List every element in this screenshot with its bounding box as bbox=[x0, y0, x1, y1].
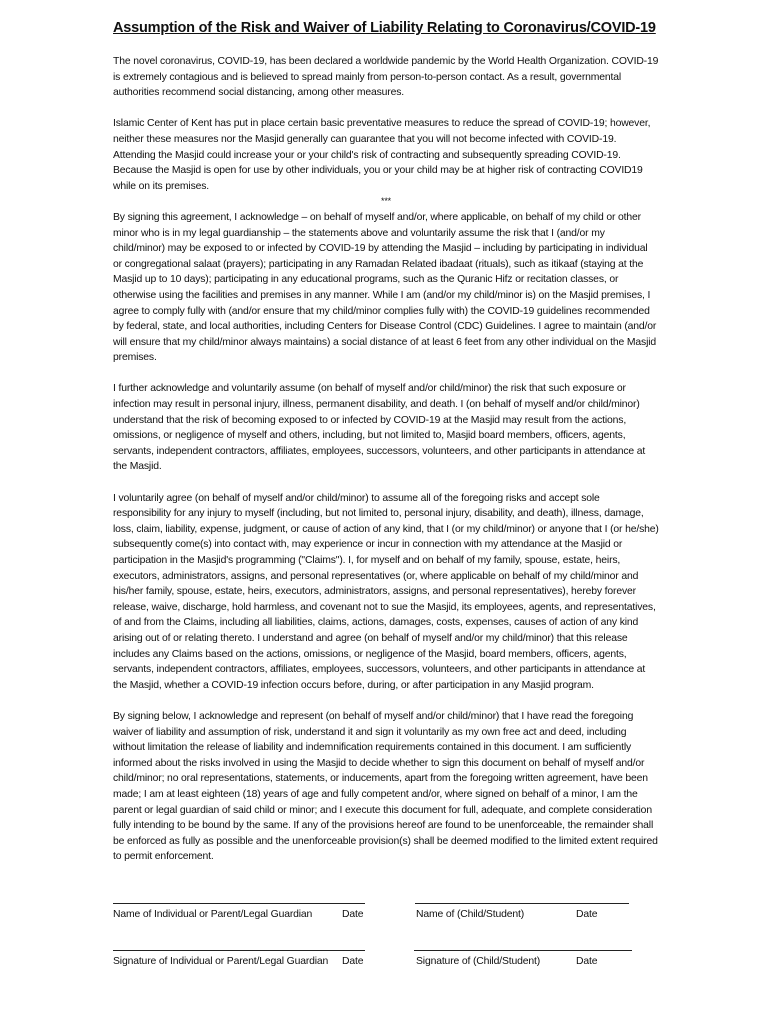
signature-guardian-label: Signature of Individual or Parent/Legal Guardian bbox=[113, 956, 329, 967]
name-child-label: Name of (Child/Student) bbox=[416, 909, 525, 920]
paragraph-acknowledgement: By signing this agreement, I acknowledge – on behalf of myself and/or, where applicable, on behalf of my child or other minor who is in my legal guardianship – the statements above and voluntarily assume the risk that I (and/or my child/minor) may be exposed to or infected by COVID-19 by attending the Masjid – including by participating in individual or congregational salaat (prayers); participating in any Ramadan Related ibadaat (rituals), such as itikaaf (staying at the Masjid up to 10 days); participating in any educational programs, such as the Quranic Hifz or recitation classes, or otherwise using the facilities and premises in any manner. While I am (and/or my child/minor is) on the Masjid premises, I agree to comply fully with (and/or ensure that my child/minor complies fully with) the COVID-19 guidelines recommended by federal, state, and local authorities, including Centers for Disease Control (CDC) Guidelines. I agree to maintain (and/or will ensure that my child/minor always maintains) a social distance of at least 6 feet from any other individual on the Masjid premises. bbox=[113, 211, 657, 364]
name-child-line[interactable] bbox=[415, 903, 629, 904]
paragraph-release: I voluntarily agree (on behalf of myself and/or child/minor) to assume all of the foregoing risks and accept sole responsibility for any injury to myself (including, but not limited to, personal injury, disability, and death), illness, damage, loss, claim, liability, expense, judgment, or cause of action of any kind, that I (or my child/minor) or anyone that I (or he/she) subsequently come(s) into contact with, may experience or incur in connection with my attendance at the Masjid or participation in the Masjid's programming ("Claims"). I, for myself and on behalf of my family, spouse, estate, heirs, executors, administrators, assigns, and personal representatives (or, where applicable on behalf of my child/minor and his/her family, spouse, estate, heirs, executors, administrators, assigns, and personal representatives), hereby forever release, waive, discharge, hold harmless, and covenant not to sue the Masjid, its employees, agents, and representatives, of and from the Claims, including all liabilities, claims, actions, damages, costs, expenses, causes of action of any kind arising out of or relating thereto. I understand and agree (on behalf of myself and/or my child/minor) that this release includes any Claims based on the actions, omissions, or negligence of the Masjid, board members, officers, agents, servants, independent contractors, affiliates, employees, successors, volunteers, and other participants in attendance at the Masjid, whether a COVID-19 infection occurs before, during, or after participation in any Masjid program. bbox=[113, 492, 659, 691]
signature-child-date-label: Date bbox=[576, 956, 598, 967]
signature-child-label: Signature of (Child/Student) bbox=[416, 956, 541, 967]
document-body bbox=[113, 54, 659, 880]
section-separator: *** bbox=[380, 196, 392, 207]
signature-guardian-date-label: Date bbox=[342, 956, 364, 967]
paragraph-assume-risk: I further acknowledge and voluntarily assume (on behalf of myself and/or child/minor) the risk that such exposure or infection may result in personal injury, illness, permanent disability, and death. I (on behalf of myself and/or child/minor) understand that the risk of becoming exposed to or infected by COVID-19 at the Masjid may result from the actions, omissions, or negligence of myself and others, including, but not limited to, Masjid board members, officers, agents, servants, independent contractors, affiliates, employees, successors, volunteers, and other participants in attendance at the Masjid. bbox=[113, 383, 646, 473]
paragraph-pandemic: The novel coronavirus, COVID-19, has been declared a worldwide pandemic by the World Health Organization. COVID-19 is extremely contagious and is believed to spread mainly from person-to-person contact. As a result, governmental authorities recommend social distancing, among other measures. bbox=[113, 56, 659, 99]
name-child-date-label: Date bbox=[576, 909, 598, 920]
signature-guardian-line[interactable] bbox=[113, 950, 365, 951]
signature-child-line[interactable] bbox=[414, 950, 632, 951]
name-guardian-date-label: Date bbox=[342, 909, 364, 920]
paragraph-preventative-measures: Islamic Center of Kent has put in place certain basic preventative measures to reduce the spread of COVID-19; however, neither these measures nor the Masjid generally can guarantee that you will not become infected with COVID-19. Attending the Masjid could increase your or your child's risk of contracting and subsequently spreading COVID-19. Because the Masjid is open for use by other individuals, you or your child may be at higher risk of contracting COVID19 while on its premises. bbox=[113, 118, 651, 192]
name-guardian-line[interactable] bbox=[113, 903, 365, 904]
name-guardian-label: Name of Individual or Parent/Legal Guardian bbox=[113, 909, 313, 920]
paragraph-signing-representation: By signing below, I acknowledge and represent (on behalf of myself and/or child/minor) that I have read the foregoing waiver of liability and assumption of risk, understand it and sign it voluntarily as my own free act and deed, including without limitation the release of liability and indemnification requirements contained in this document. I am sufficiently informed about the risks involved in using the Masjid to decide whether to sign this document on behalf of myself and/or child/minor; no oral representations, statements, or inducements, apart from the foregoing written agreement, have been made; I am at least eighteen (18) years of age and fully competent and/or, where signed on behalf of a minor, I am the parent or legal guardian of said child or minor; and I execute this document for full, adequate, and complete consideration fully intending to be bound by the same. If any of the provisions hereof are found to be unenforceable, the remainder shall be enforced as fully as possible and the unenforceable provision(s) shall be deemed modified to the limited extent required to permit enforcement. bbox=[113, 710, 658, 863]
document-title: Assumption of the Risk and Waiver of Liability Relating to Coronavirus/COVID-19 bbox=[113, 20, 656, 36]
